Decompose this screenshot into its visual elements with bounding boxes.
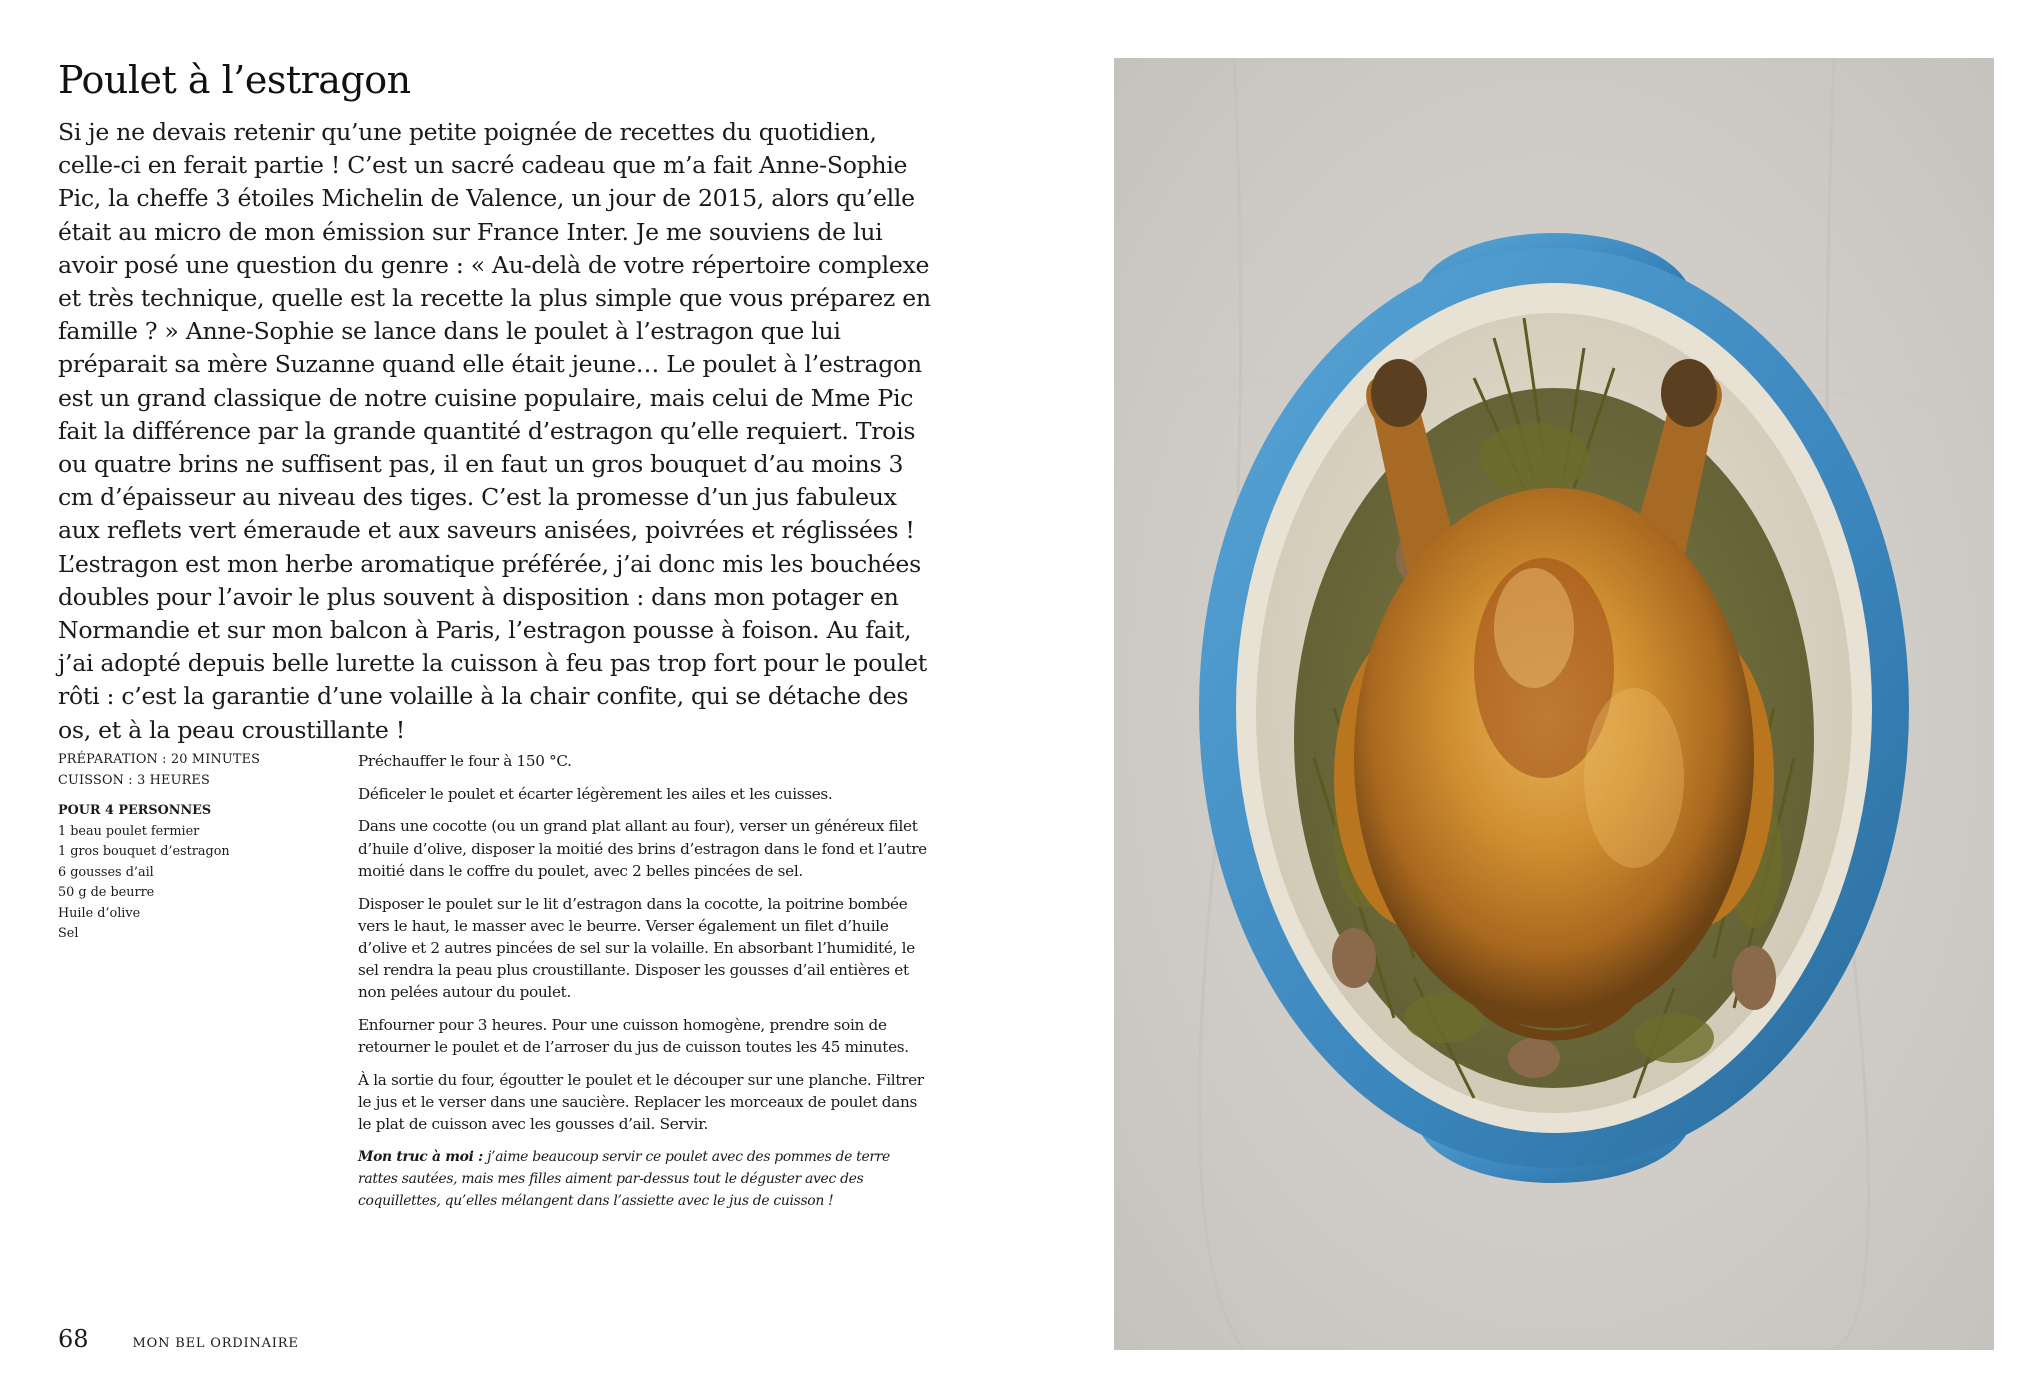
recipe-meta <box>58 750 318 945</box>
cooking-time: CUISSON : 3 HEURES <box>58 772 210 788</box>
roast-chicken-illustration <box>1114 58 1994 1350</box>
step-paragraph: Préchauffer le four à 150 °C. <box>358 752 572 770</box>
recipe-title: Poulet à l’estragon <box>58 58 411 102</box>
step-paragraph: À la sortie du four, égoutter le poulet et le découper sur une planche. Filtrer le jus et le verser dans une saucière. Replacer les morceaux de poulet dans le plat de cuisson avec les gousses d’ail. Servir. <box>358 1070 924 1134</box>
book-title: MON BEL ORDINAIRE <box>132 1336 299 1351</box>
ingredient-item: 6 gousses d’ail <box>58 864 154 880</box>
ingredient-item: 1 beau poulet fermier <box>58 823 200 839</box>
step-paragraph: Déficeler le poulet et écarter légèrement les ailes et les cuisses. <box>358 784 833 803</box>
chef-tip-label: Mon truc à moi : <box>358 1149 483 1166</box>
step-paragraph: Disposer le poulet sur le lit d’estragon dans la cocotte, la poitrine bombée vers le haut, le masser avec le beurre. Verser également un filet d’huile d’olive et 2 autres pincées de sel sur la volaille. En absorbant l’humidité, le sel rendra la peau plus croustillante. Disposer les gousses d’ail entières et non pelées autour du poulet. <box>358 894 915 1002</box>
recipe-photo <box>1114 58 1994 1350</box>
step-paragraph: Dans une cocotte (ou un grand plat allant au four), verser un généreux filet d’huile d’olive, disposer la moitié des brins d’estragon dans le fond et l’autre moitié dans le coffre du poulet, avec 2 belles pincées de sel. <box>358 817 927 880</box>
page-footer <box>58 1325 299 1357</box>
recipe-intro: Si je ne devais retenir qu’une petite poignée de recettes du quotidien, celle-ci en ferait partie ! C’est un sacré cadeau que m’a fait Anne-Sophie Pic, la cheffe 3 étoiles Michelin de Valence, un jour de 2015, alors qu’elle était au micro de mon émission sur France Inter. Je me souviens de lui avoir posé une question du genre : « Au-delà de votre répertoire complexe et très technique, quelle est la recette la plus simple que vous préparez en famille ? » Anne-Sophie se lance dans le poulet à l’estragon que lui préparait sa mère Suzanne quand elle était jeune… Le poulet à l’estragon est un grand classique de notre cuisine populaire, mais celui de Mme Pic fait la différence par la grande quantité d’estragon qu’elle requiert. Trois ou quatre brins ne suffisent pas, il en faut un gros bouquet d’au moins 3 cm d’épaisseur au niveau des tiges. C’est la promesse d’un jus fabuleux aux reflets vert émeraude et aux saveurs anisées, poivrées et réglissées ! L’estragon est mon herbe aromatique préférée, j’ai donc mis les bouchées doubles pour l’avoir le plus souvent à disposition : dans mon potager en Normandie et sur mon balcon à Paris, l’estragon pousse à foison. Au fait, j’ai adopté depuis belle lurette la cuisson à feu pas trop fort pour le poulet rôti : c’est la garantie d’une volaille à la chair confite, qui se détache des os, et à la peau croustillante ! <box>58 118 931 744</box>
chef-tip-text: j’aime beaucoup servir ce poulet avec des pommes de terre rattes sautées, mais mes filles aiment par-dessus tout le déguster avec des coquillettes, qu’elles mélangent dans l’assiette avec le jus de cuisson ! <box>358 1149 890 1210</box>
chef-tip <box>358 1146 928 1212</box>
page-number: 68 <box>58 1325 89 1353</box>
preparation-time: PRÉPARATION : 20 MINUTES <box>58 752 261 767</box>
ingredient-item: 50 g de beurre <box>58 885 155 900</box>
servings: POUR 4 PERSONNES <box>58 803 212 818</box>
ingredient-item: 1 gros bouquet d’estragon <box>58 844 230 859</box>
left-page <box>0 0 1020 1400</box>
recipe-steps <box>358 750 928 1223</box>
ingredient-item: Huile d’olive <box>58 905 141 921</box>
ingredient-list <box>58 822 318 945</box>
right-page <box>1020 0 2041 1400</box>
ingredient-item: Sel <box>58 926 79 941</box>
step-paragraph: Enfourner pour 3 heures. Pour une cuisson homogène, prendre soin de retourner le poulet et de l’arroser du jus de cuisson toutes les 45 minutes. <box>358 1016 909 1057</box>
